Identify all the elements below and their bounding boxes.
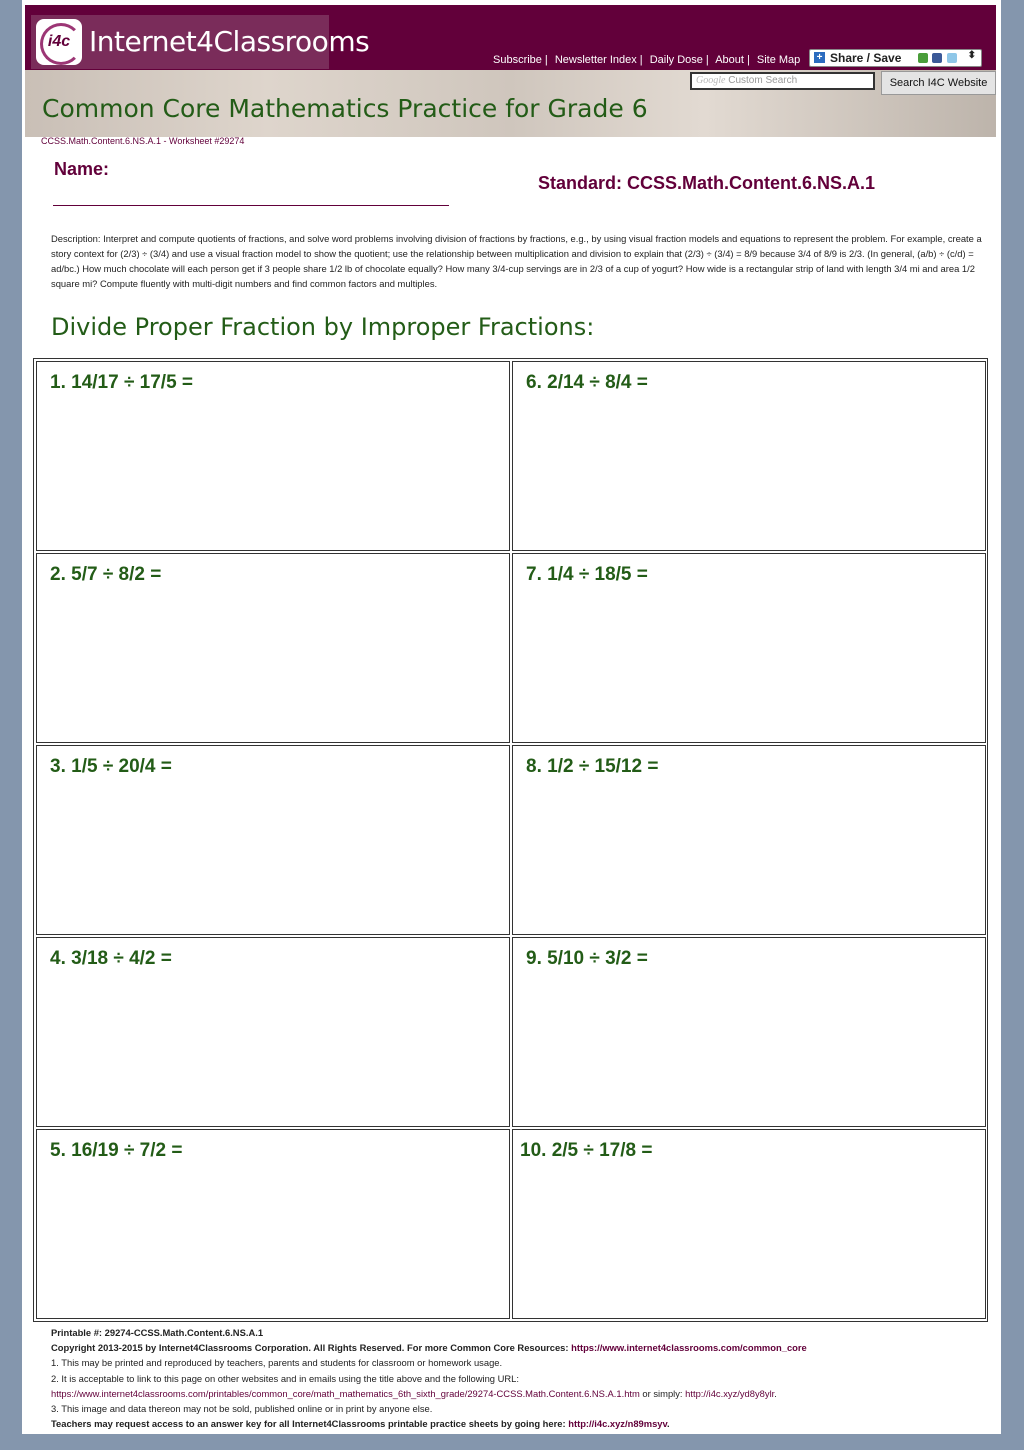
answer-key-link[interactable]: http://i4c.xyz/n89msyv [568, 1418, 668, 1430]
usage-note-2: 2. It is acceptable to link to this page on other websites and in emails using the title above and the following URL: [51, 1372, 519, 1384]
footer [51, 1325, 981, 1431]
search-button[interactable]: Search I4C Website [881, 71, 996, 95]
period-text: . [667, 1418, 670, 1430]
nav-separator: | [705, 54, 709, 66]
problem-cell [36, 745, 510, 935]
share-label: Share / Save [830, 51, 902, 65]
google-label: Google [696, 75, 726, 86]
section-heading: Divide Proper Fraction by Improper Fractions: [51, 313, 595, 341]
problem-text: 6. 2/14 ÷ 8/4 = [526, 372, 648, 393]
header-banner [25, 70, 996, 137]
problem-text: 4. 3/18 ÷ 4/2 = [50, 948, 172, 969]
problem-cell [512, 1129, 986, 1319]
answer-key-note [51, 1416, 981, 1431]
problem-cell [36, 1129, 510, 1319]
short-url-link[interactable]: http://i4c.xyz/yd8y8ylr [685, 1387, 775, 1399]
problem-cell [512, 361, 986, 551]
page [22, 0, 1001, 1434]
nav-site-map[interactable]: Site Map [756, 54, 801, 66]
copyright [51, 1340, 981, 1355]
problem-cell [36, 361, 510, 551]
or-simply-text: or simply: [639, 1387, 686, 1399]
share-email-icon [918, 53, 928, 63]
nav-separator: | [544, 54, 548, 66]
site-logo[interactable] [31, 15, 370, 69]
problem-text: 5. 16/19 ÷ 7/2 = [50, 1140, 183, 1161]
usage-note-2-links [51, 1386, 981, 1401]
copyright-text: Copyright 2013-2015 by Internet4Classrooms Corporation. All Rights Reserved. For more Common Core Resources: [51, 1342, 572, 1354]
problem-text: 3. 1/5 ÷ 20/4 = [50, 756, 172, 777]
problem-grid [33, 358, 988, 1322]
name-line [53, 205, 449, 206]
chevron-updown-icon: ⬍ [967, 50, 976, 61]
worksheet-url-link[interactable]: https://www.internet4classrooms.com/printables/common_core/math_mathematics_6th_sixth_grade/29274-CCSS.Math.Content.6.NS.A.1.htm [51, 1387, 640, 1399]
nav-about[interactable]: About [715, 54, 744, 66]
problem-cell [512, 937, 986, 1127]
period-text: . [774, 1387, 777, 1399]
search-input[interactable] [690, 72, 875, 90]
page-title: Common Core Mathematics Practice for Grade 6 [42, 94, 648, 123]
logo-badge-icon: i4c [36, 19, 82, 65]
usage-note-3: 3. This image and data thereon may not be sold, published online or in print by anyone else. [51, 1403, 433, 1415]
answer-key-text: Teachers may request access to an answer key for all Internet4Classrooms printable practice sheets by going here: [51, 1418, 569, 1430]
facebook-icon [932, 53, 942, 63]
problem-text: 9. 5/10 ÷ 3/2 = [526, 948, 648, 969]
problem-cell [36, 937, 510, 1127]
problem-text: 10. 2/5 ÷ 17/8 = [520, 1140, 653, 1161]
printable-number: Printable #: 29274-CCSS.Math.Content.6.NS.A.1 [51, 1327, 264, 1338]
usage-note-1: 1. This may be printed and reproduced by teachers, parents and students for classroom or homework usage. [51, 1357, 503, 1369]
share-plus-icon: + [814, 52, 825, 63]
description: Description: Interpret and compute quotients of fractions, and solve word problems involving division of fractions by fractions, e.g., by using visual fraction models and equations to represent the problem. For example, create a story context for (2/3) ÷ (3/4) and use a visual fraction model to show the quotient; use the relationship between multiplication and division to explain that (2/3) ÷ (3/4) = 8/9 because 3/4 of 8/9 is 2/3. (In general, (a/b) ÷ (c/d) = ad/bc.) How much chocolate will each person get if 3 people share 1/2 lb of chocolate equally? How many 3/4-cup servings are in 2/3 of a cup of yogurt? How wide is a rectangular strip of land with length 3/4 mi and area 1/2 square mi? Compute fluently with multi-digit numbers and find common factors and multiples. [51, 233, 982, 289]
header-bar [25, 5, 996, 70]
nav-subscribe[interactable]: Subscribe [493, 54, 542, 66]
problem-text: 7. 1/4 ÷ 18/5 = [526, 564, 648, 585]
problem-cell [512, 553, 986, 743]
twitter-icon [947, 53, 957, 63]
standard-label: Standard: CCSS.Math.Content.6.NS.A.1 [538, 173, 876, 193]
share-save-button[interactable] [809, 49, 982, 67]
nav-daily-dose[interactable]: Daily Dose [649, 54, 703, 66]
search-placeholder: Custom Search [728, 75, 798, 86]
problem-cell [512, 745, 986, 935]
name-label: Name: [54, 159, 110, 179]
breadcrumb: CCSS.Math.Content.6.NS.A.1 - Worksheet #29274 [41, 136, 245, 146]
problem-text: 8. 1/2 ÷ 15/12 = [526, 756, 659, 777]
logo-text: Internet4Classrooms [89, 25, 370, 58]
nav-newsletter-index[interactable]: Newsletter Index [554, 54, 637, 66]
nav-separator: | [639, 54, 643, 66]
problem-cell [36, 553, 510, 743]
common-core-link[interactable]: https://www.internet4classrooms.com/common_core [571, 1342, 807, 1354]
problem-text: 2. 5/7 ÷ 8/2 = [50, 564, 162, 585]
top-nav [493, 54, 800, 66]
nav-separator: | [746, 54, 750, 66]
problem-text: 1. 14/17 ÷ 17/5 = [50, 372, 194, 393]
